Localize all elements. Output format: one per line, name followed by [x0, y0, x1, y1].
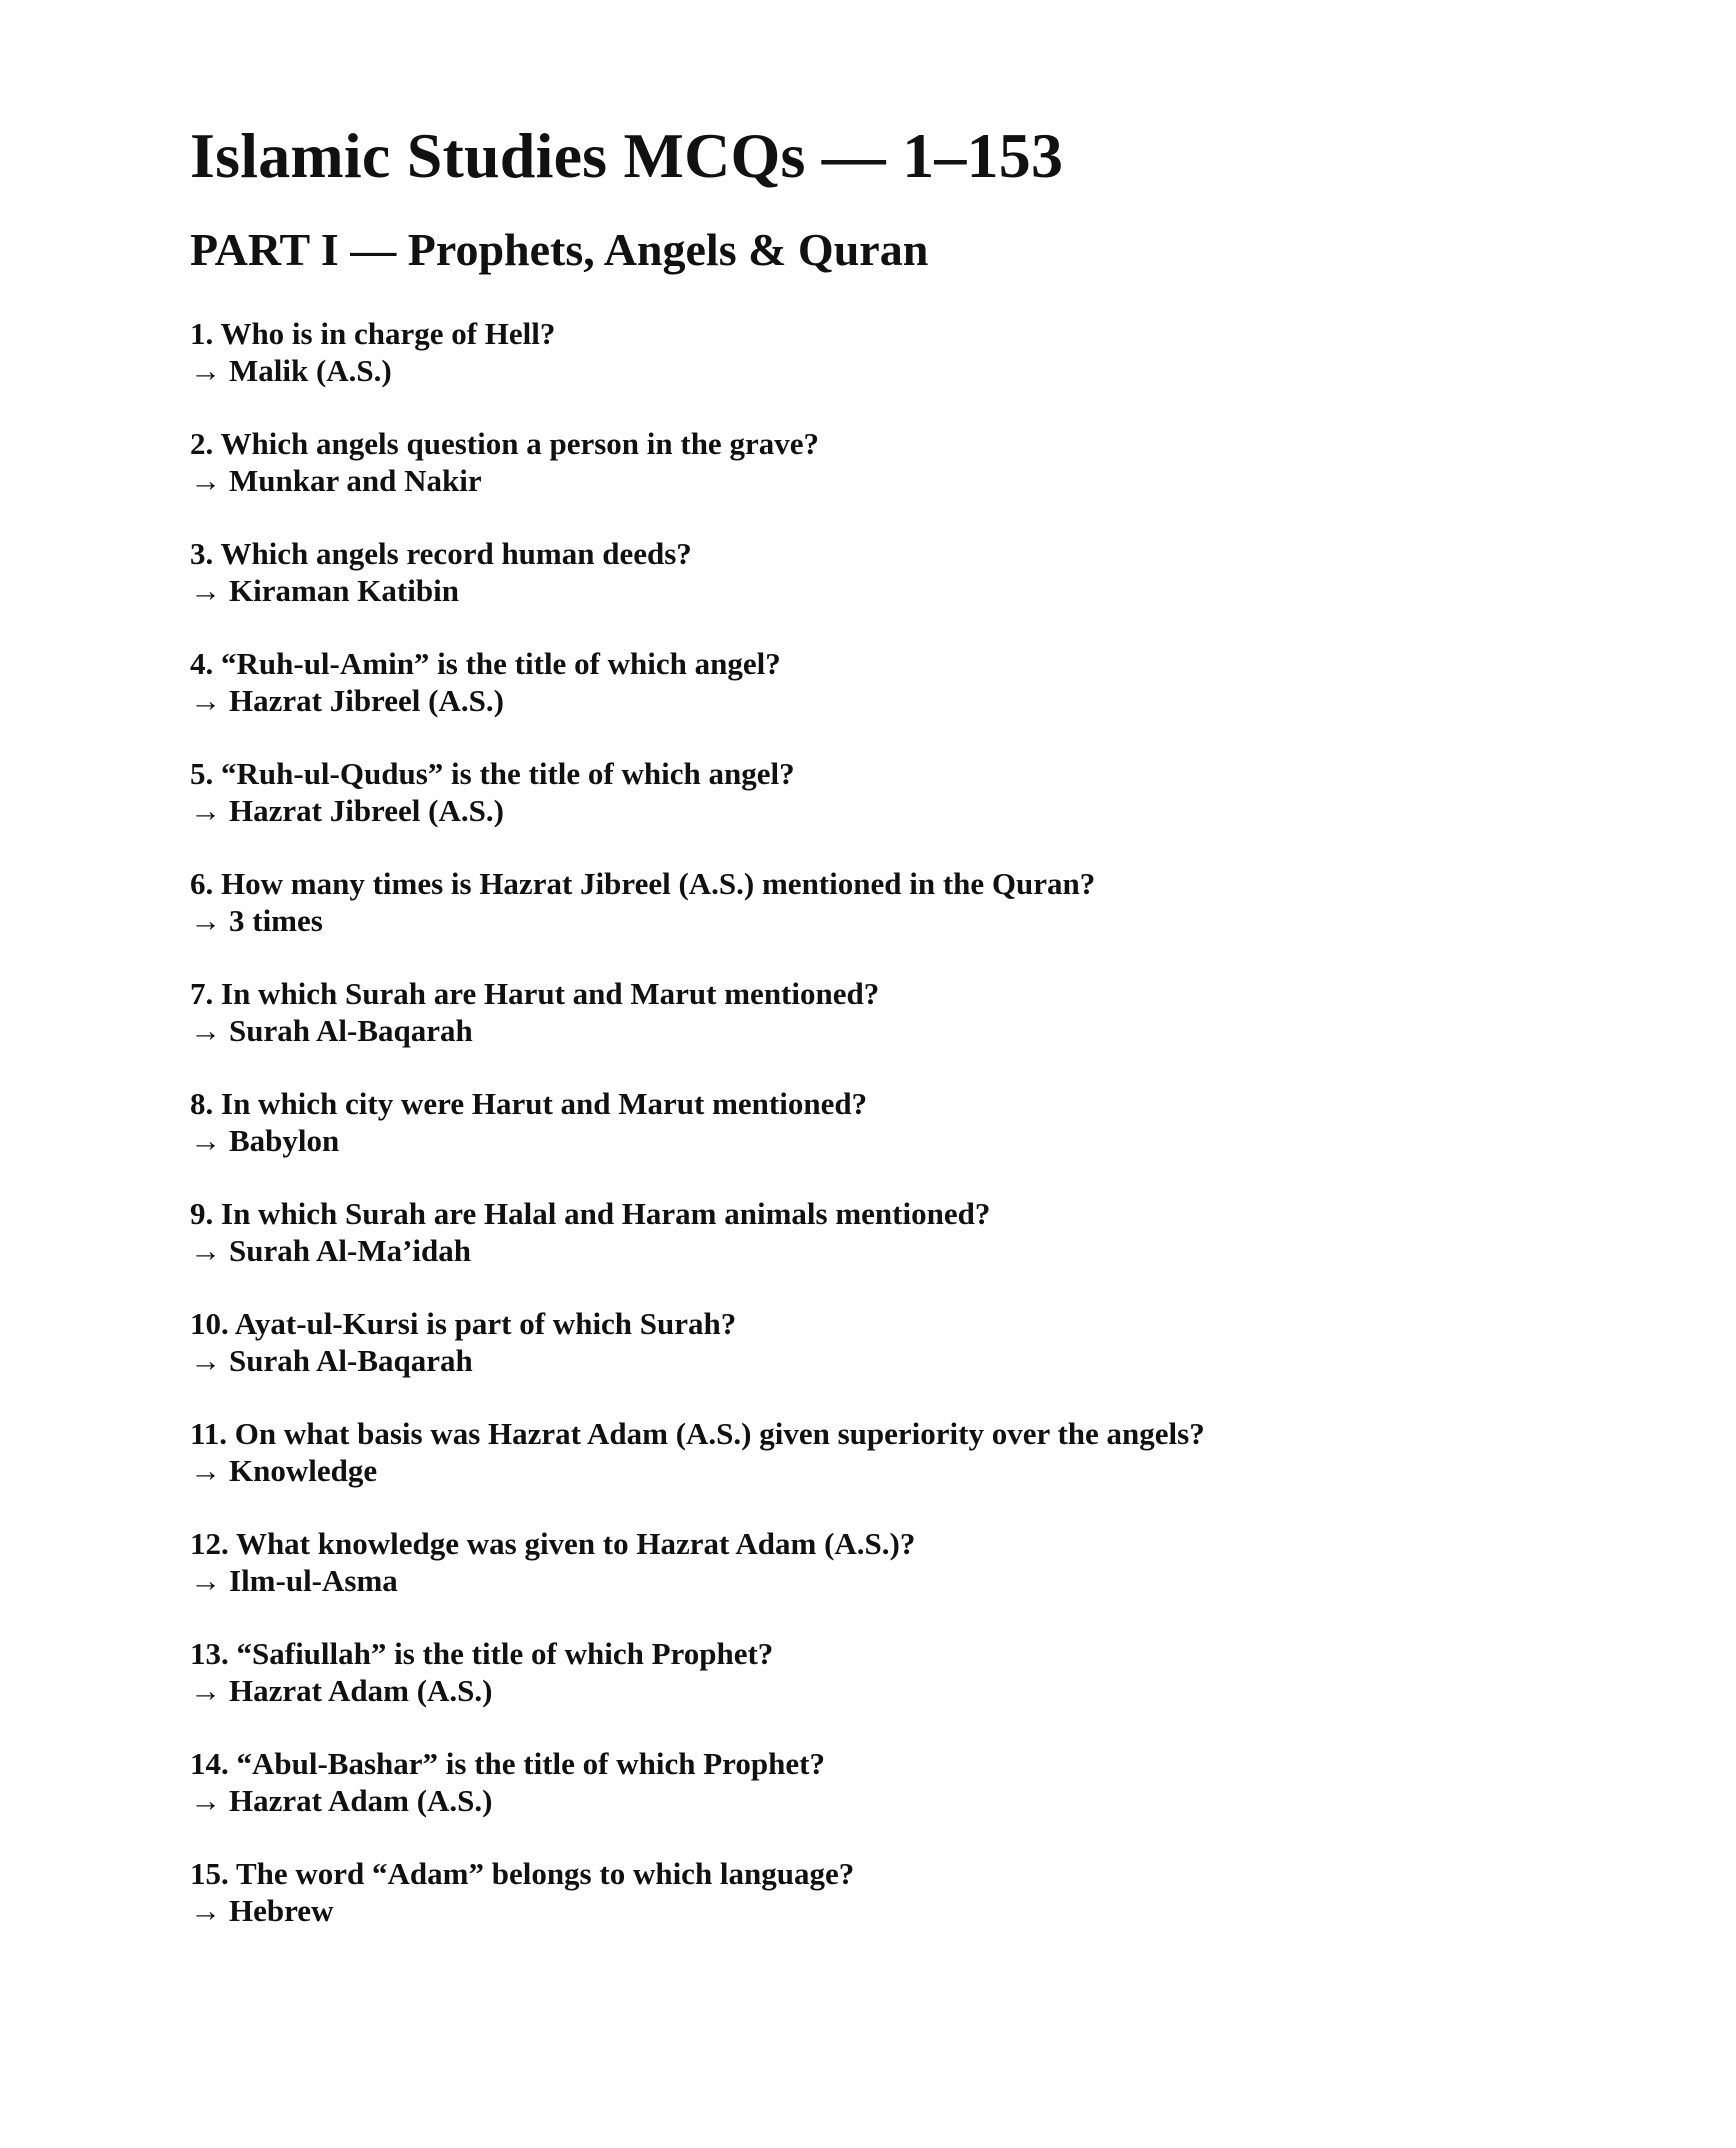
- question-text: 3. Which angels record human deeds?: [190, 536, 692, 571]
- question-text: 5. “Ruh-ul-Qudus” is the title of which angel?: [190, 756, 795, 791]
- mcq-item-12: [190, 1526, 1610, 1636]
- arrow-right-icon: →: [190, 572, 221, 608]
- answer-line: [190, 683, 1610, 720]
- arrow-right-icon: →: [190, 1452, 221, 1488]
- answer-text: Malik (A.S.): [229, 352, 392, 388]
- question-text: 14. “Abul-Bashar” is the title of which Prophet?: [190, 1746, 825, 1781]
- question-text: 4. “Ruh-ul-Amin” is the title of which angel?: [190, 646, 781, 681]
- answer-text: Hazrat Adam (A.S.): [229, 1782, 493, 1818]
- page-title: Islamic Studies MCQs — 1–153: [190, 120, 1064, 191]
- mcq-item-5: [190, 756, 1610, 866]
- answer-line: [190, 793, 1610, 830]
- mcq-item-14: [190, 1746, 1610, 1856]
- question-text: 13. “Safiullah” is the title of which Prophet?: [190, 1636, 774, 1671]
- arrow-right-icon: →: [190, 462, 221, 498]
- answer-text: Ilm-ul-Asma: [229, 1562, 398, 1598]
- answer-text: Munkar and Nakir: [229, 462, 482, 498]
- mcq-item-7: [190, 976, 1610, 1086]
- answer-line: [190, 1673, 1610, 1710]
- question-text: 1. Who is in charge of Hell?: [190, 316, 556, 351]
- arrow-right-icon: →: [190, 1012, 221, 1048]
- question-text: 15. The word “Adam” belongs to which language?: [190, 1856, 855, 1891]
- mcq-item-15: [190, 1856, 1610, 1966]
- arrow-right-icon: →: [190, 1782, 221, 1818]
- question-text: 10. Ayat-ul-Kursi is part of which Surah?: [190, 1306, 737, 1341]
- arrow-right-icon: →: [190, 352, 221, 388]
- answer-line: [190, 1893, 1610, 1930]
- answer-text: Hebrew: [229, 1892, 334, 1928]
- arrow-right-icon: →: [190, 1562, 221, 1598]
- answer-line: [190, 573, 1610, 610]
- question-text: 11. On what basis was Hazrat Adam (A.S.) given superiority over the angels?: [190, 1416, 1205, 1451]
- mcq-item-10: [190, 1306, 1610, 1416]
- answer-text: Surah Al-Baqarah: [229, 1342, 473, 1378]
- answer-text: Hazrat Jibreel (A.S.): [229, 682, 504, 718]
- answer-line: [190, 463, 1610, 500]
- answer-text: Hazrat Jibreel (A.S.): [229, 792, 504, 828]
- answer-line: [190, 353, 1610, 390]
- answer-text: Surah Al-Baqarah: [229, 1012, 473, 1048]
- part-heading: PART I — Prophets, Angels & Quran: [190, 224, 929, 275]
- arrow-right-icon: →: [190, 792, 221, 828]
- arrow-right-icon: →: [190, 902, 221, 938]
- mcq-item-9: [190, 1196, 1610, 1306]
- mcq-item-1: [190, 316, 1610, 426]
- question-text: 7. In which Surah are Harut and Marut mentioned?: [190, 976, 880, 1011]
- answer-line: [190, 1343, 1610, 1380]
- mcq-item-13: [190, 1636, 1610, 1746]
- answer-text: Surah Al-Ma’idah: [229, 1232, 472, 1268]
- answer-line: [190, 1123, 1610, 1160]
- arrow-right-icon: →: [190, 1892, 221, 1928]
- question-text: 6. How many times is Hazrat Jibreel (A.S.) mentioned in the Quran?: [190, 866, 1096, 901]
- arrow-right-icon: →: [190, 1232, 221, 1268]
- answer-line: [190, 903, 1610, 940]
- answer-line: [190, 1013, 1610, 1050]
- answer-line: [190, 1233, 1610, 1270]
- answer-line: [190, 1453, 1610, 1490]
- mcq-list: [190, 316, 1610, 1966]
- mcq-item-8: [190, 1086, 1610, 1196]
- answer-text: 3 times: [229, 902, 323, 938]
- answer-text: Babylon: [229, 1122, 340, 1158]
- question-text: 9. In which Surah are Halal and Haram animals mentioned?: [190, 1196, 991, 1231]
- question-text: 2. Which angels question a person in the grave?: [190, 426, 819, 461]
- question-text: 8. In which city were Harut and Marut mentioned?: [190, 1086, 868, 1121]
- arrow-right-icon: →: [190, 682, 221, 718]
- answer-text: Hazrat Adam (A.S.): [229, 1672, 493, 1708]
- answer-line: [190, 1563, 1610, 1600]
- answer-text: Knowledge: [229, 1452, 378, 1488]
- mcq-item-2: [190, 426, 1610, 536]
- answer-text: Kiraman Katibin: [229, 572, 459, 608]
- document-page: [190, 118, 1610, 1966]
- mcq-item-11: [190, 1416, 1610, 1526]
- mcq-item-4: [190, 646, 1610, 756]
- arrow-right-icon: →: [190, 1122, 221, 1158]
- mcq-item-3: [190, 536, 1610, 646]
- arrow-right-icon: →: [190, 1672, 221, 1708]
- question-text: 12. What knowledge was given to Hazrat Adam (A.S.)?: [190, 1526, 916, 1561]
- arrow-right-icon: →: [190, 1342, 221, 1378]
- answer-line: [190, 1783, 1610, 1820]
- mcq-item-6: [190, 866, 1610, 976]
